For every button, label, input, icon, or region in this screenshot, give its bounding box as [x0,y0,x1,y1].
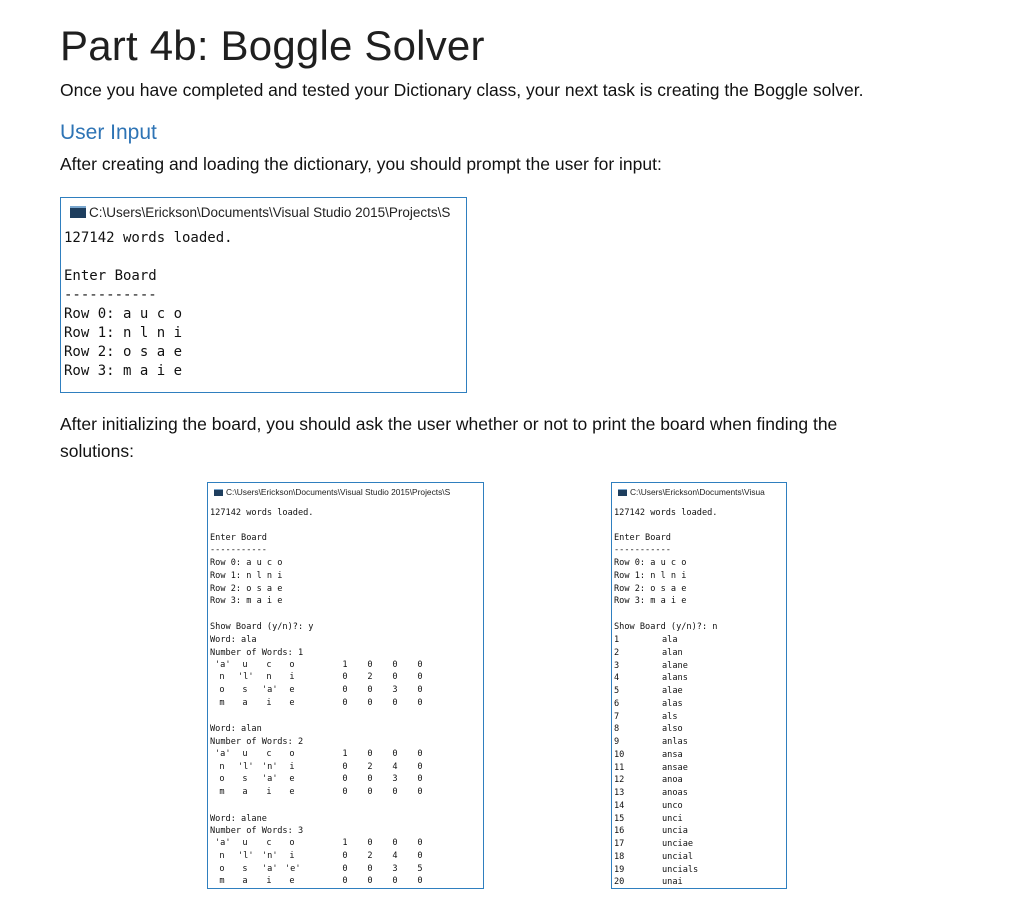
console-titlebar [61,198,466,226]
board-row: Row 0: a u c o [210,558,283,568]
enter-board-text: Enter Board [614,533,671,543]
word-index: 7 [614,711,620,722]
intro-paragraph: Once you have completed and tested your Dictionary class, your next task is creating the Boggle solver. [60,80,864,100]
board-cell: s [242,685,248,695]
board-cell: a [242,697,248,708]
board-cell: a [242,876,248,887]
order-cell: 3 [392,685,398,695]
found-word: anoas [662,788,688,798]
board-cell: n [219,850,225,861]
word-line: Word: alan [210,724,262,735]
board-cell: 'l' [238,672,254,683]
found-word: ansae [662,762,688,773]
found-word: anlas [662,737,688,747]
order-cell: 2 [367,761,373,772]
console-title: C:\Users\Erickson\Documents\Visual Studio 2015\Projects\S [226,487,451,497]
board-cell: c [266,748,272,759]
board-row: Row 3: m a i e [210,596,283,606]
board-cell: 'a' [215,659,231,670]
order-cell: 1 [342,748,348,759]
order-cell: 2 [367,672,373,683]
board-cell: 'n' [262,761,278,772]
board-row: Row 1: n l n i [614,571,687,581]
order-cell: 0 [392,659,398,670]
order-cell: 0 [417,850,423,861]
show-board-prompt: Show Board (y/n)?: y [210,622,314,632]
found-word: anoa [662,775,683,786]
board-cell: 'l' [238,850,254,861]
board-cell: n [266,672,272,683]
board-cell: 'n' [262,850,278,861]
word-index: 4 [614,673,620,684]
board-question-line2: solutions: [60,441,134,461]
word-index: 17 [614,839,625,849]
order-cell: 3 [392,774,398,785]
order-cell: 4 [392,850,398,861]
order-cell: 0 [417,787,423,797]
word-index: 18 [614,851,625,862]
word-index: 8 [614,724,620,735]
word-index: 16 [614,826,625,837]
separator-text: ----------- [210,545,267,555]
order-cell: 0 [417,774,423,785]
word-line: Word: ala [210,635,257,645]
board-cell: o [289,748,295,759]
board-cell: 'e' [285,863,301,874]
board-cell: m [219,697,225,708]
word-count-line: Number of Words: 1 [210,647,304,658]
board-row: Row 1: n l n i [64,325,183,341]
words-loaded-text: 127142 words loaded. [614,508,718,518]
board-cell: 'a' [262,774,278,785]
order-cell: 0 [417,876,423,887]
page-title: Part 4b: Boggle Solver [60,22,485,69]
board-cell: s [242,863,248,874]
word-line: Word: alane [210,813,267,824]
console-app-icon [70,206,86,218]
console-title: C:\Users\Erickson\Documents\Visua [630,487,765,497]
found-word: uncial [662,851,694,862]
order-cell: 0 [367,659,373,670]
order-cell: 0 [392,672,398,683]
board-cell: e [289,787,295,797]
found-word: alae [662,686,683,696]
order-cell: 0 [342,850,348,861]
order-cell: 0 [417,672,423,683]
board-cell: e [289,876,295,887]
order-cell: 0 [417,659,423,670]
order-cell: 0 [367,685,373,695]
word-index: 6 [614,698,620,709]
order-cell: 0 [342,863,348,874]
order-cell: 0 [392,787,398,797]
found-word: alane [662,660,688,671]
board-cell: e [289,685,295,695]
order-cell: 0 [342,685,348,695]
board-cell: i [266,876,272,887]
order-cell: 1 [342,659,348,670]
order-cell: 0 [392,838,398,848]
section-heading: User Input [60,121,157,144]
order-cell: 0 [367,774,373,785]
found-word: unai [662,877,683,888]
order-cell: 3 [392,863,398,874]
order-cell: 2 [367,850,373,861]
word-index: 3 [614,660,620,671]
order-cell: 5 [417,863,423,874]
board-cell: 'a' [262,863,278,874]
board-cell: e [289,697,295,708]
found-word: uncials [662,864,699,875]
order-cell: 0 [392,697,398,708]
board-cell: u [242,659,248,670]
found-word: also [662,724,683,735]
board-row: Row 0: a u c o [64,306,183,322]
order-cell: 0 [367,787,373,797]
board-cell: 'a' [215,748,231,759]
board-cell: m [219,876,225,887]
word-index: 10 [614,749,625,760]
word-count-line: Number of Words: 3 [210,826,304,837]
console-app-icon [214,489,223,496]
found-word: ala [662,635,678,645]
console-title: C:\Users\Erickson\Documents\Visual Studio 2015\Projects\S [89,204,451,220]
order-cell: 0 [367,697,373,708]
found-word: alan [662,647,683,658]
board-cell: i [289,672,295,683]
board-row: Row 2: o s a e [64,344,183,360]
board-cell: c [266,659,272,670]
word-index: 20 [614,877,625,888]
show-board-prompt: Show Board (y/n)?: n [614,622,718,632]
board-cell: o [289,659,295,670]
order-cell: 0 [367,838,373,848]
board-row: Row 2: o s a e [614,584,687,594]
order-cell: 0 [417,748,423,759]
board-cell: i [289,761,295,772]
order-cell: 0 [342,697,348,708]
board-row: Row 2: o s a e [210,584,283,594]
board-row: Row 0: a u c o [614,558,687,568]
console-window-input [60,197,467,393]
prompt-paragraph: After creating and loading the dictionary, you should prompt the user for input: [60,154,662,174]
board-cell: a [242,787,248,797]
board-cell: n [219,761,225,772]
enter-board-text: Enter Board [210,533,267,543]
order-cell: 0 [392,876,398,887]
enter-board-text: Enter Board [64,268,157,284]
found-word: unci [662,813,683,824]
word-index: 1 [614,635,620,645]
board-row: Row 1: n l n i [210,571,283,581]
board-cell: i [266,787,272,797]
board-cell: o [219,685,225,695]
board-cell: u [242,748,248,759]
board-row: Row 3: m a i e [614,596,687,606]
word-index: 5 [614,686,620,696]
board-cell: m [219,787,225,797]
found-word: unciae [662,839,694,849]
separator-text: ----------- [614,545,671,555]
board-cell: o [219,774,225,785]
word-index: 2 [614,647,620,658]
console-titlebar [612,483,786,501]
order-cell: 4 [392,761,398,772]
console-app-icon [618,489,627,496]
order-cell: 0 [392,748,398,759]
found-word: als [662,711,678,722]
board-cell: i [289,850,295,861]
words-loaded-text: 127142 words loaded. [210,508,314,518]
word-count-line: Number of Words: 2 [210,737,304,747]
found-word: alas [662,698,683,709]
word-index: 11 [614,762,625,773]
word-index: 15 [614,813,625,824]
order-cell: 0 [417,838,423,848]
board-cell: 'a' [262,685,278,695]
board-cell: o [219,863,225,874]
order-cell: 0 [342,787,348,797]
board-cell: c [266,838,272,848]
found-word: uncia [662,826,688,837]
board-cell: 'a' [215,838,231,848]
board-cell: s [242,774,248,785]
board-question-line1: After initializing the board, you should ask the user whether or not to print the board when finding the [60,414,838,434]
word-index: 13 [614,788,625,798]
found-word: unco [662,800,683,811]
order-cell: 1 [342,838,348,848]
words-loaded-text: 127142 words loaded. [64,230,233,246]
board-cell: o [289,838,295,848]
order-cell: 0 [367,876,373,887]
order-cell: 0 [417,697,423,708]
board-cell: i [266,697,272,708]
board-cell: e [289,774,295,785]
order-cell: 0 [367,863,373,874]
order-cell: 0 [342,774,348,785]
word-index: 14 [614,800,625,811]
console-window-word-list [611,482,787,889]
separator-text: ----------- [64,287,157,303]
word-index: 19 [614,864,625,875]
found-word: ansa [662,749,683,760]
board-row: Row 3: m a i e [64,363,183,379]
order-cell: 0 [342,761,348,772]
order-cell: 0 [417,761,423,772]
order-cell: 0 [367,748,373,759]
order-cell: 0 [342,876,348,887]
order-cell: 0 [342,672,348,683]
board-cell: 'l' [238,761,254,772]
order-cell: 0 [417,685,423,695]
word-index: 12 [614,775,625,786]
board-cell: n [219,672,225,683]
word-index: 9 [614,737,620,747]
board-cell: u [242,838,248,848]
found-word: alans [662,673,688,684]
console-titlebar [208,483,483,501]
console-window-show-board [207,482,484,889]
